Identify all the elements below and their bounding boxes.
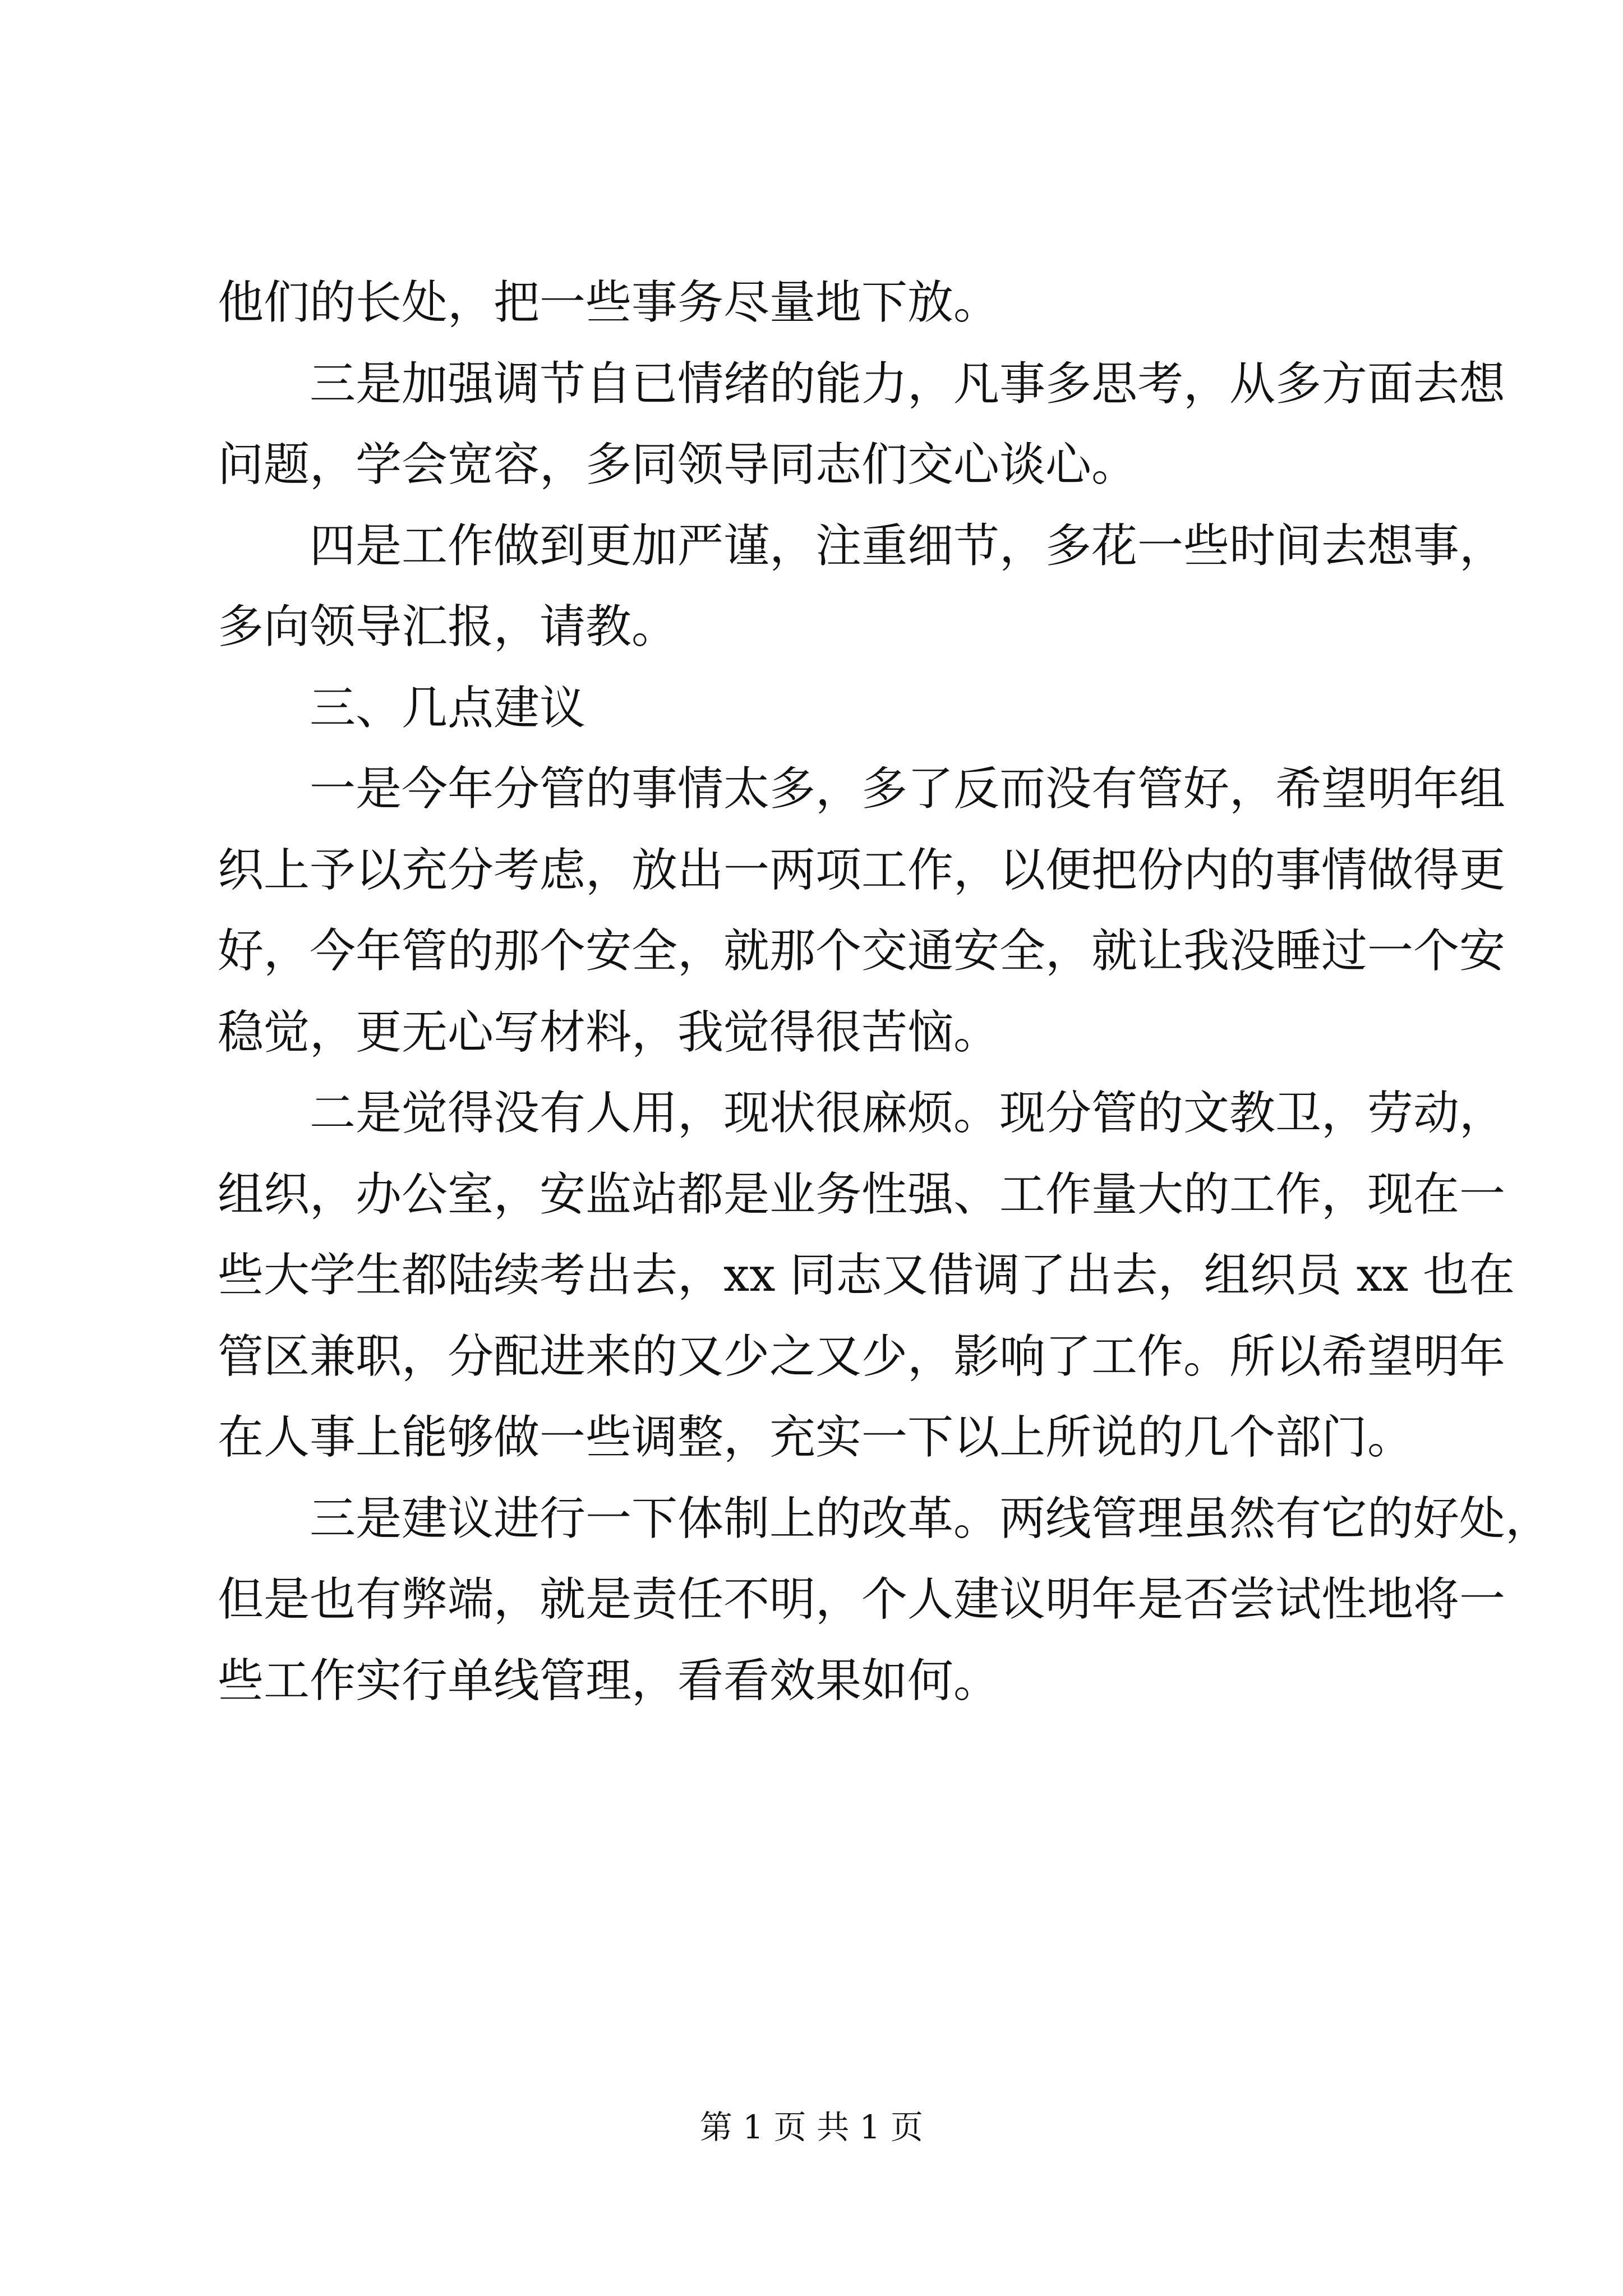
- document-body: [218, 263, 1552, 1722]
- paragraph-line: 三是建议进行一下体制上的改革。两线管理虽然有它的好处，: [310, 1492, 1552, 1545]
- paragraph-line: 好，今年管的那个安全，就那个交通安全，就让我没睡过一个安: [218, 924, 1506, 978]
- paragraph-line: 织上予以充分考虑，放出一两项工作，以便把份内的事情做得更: [218, 843, 1506, 897]
- paragraph-line: 稳觉，更无心写材料，我觉得很苦恼。: [218, 1005, 1000, 1059]
- paragraph-line: 多向领导汇报，请教。: [218, 600, 678, 654]
- paragraph-line: 他们的长处，把一些事务尽量地下放。: [218, 276, 1000, 329]
- paragraph-line: 三是加强调节自已情绪的能力，凡事多思考，从多方面去想: [310, 357, 1506, 411]
- page-number-footer: 第 1 页 共 1 页: [700, 2108, 923, 2146]
- paragraph-line: 组织，办公室，安监站都是业务性强、工作量大的工作，现在一: [218, 1167, 1506, 1221]
- paragraph-line: 管区兼职，分配进来的又少之又少，影响了工作。所以希望明年: [218, 1329, 1506, 1383]
- paragraph-line: 在人事上能够做一些调整，充实一下以上所说的几个部门。: [218, 1411, 1414, 1464]
- section-heading: 三、几点建议: [310, 681, 586, 735]
- paragraph-line: 但是也有弊端，就是责任不明，个人建议明年是否尝试性地将一: [218, 1573, 1506, 1626]
- paragraph-line: 一是今年分管的事情太多，多了反而没有管好，希望明年组: [310, 762, 1506, 816]
- paragraph-line: 些工作实行单线管理，看看效果如何。: [218, 1654, 1000, 1708]
- paragraph-line: 些大学生都陆续考出去，xx 同志又借调了出去，组织员 xx 也在: [218, 1249, 1515, 1302]
- paragraph-line: 四是工作做到更加严谨，注重细节，多花一些时间去想事，: [310, 519, 1506, 573]
- paragraph-line: 二是觉得没有人用，现状很麻烦。现分管的文教卫，劳动，: [310, 1087, 1506, 1140]
- paragraph-line: 问题，学会宽容，多同领导同志们交心谈心。: [218, 438, 1138, 491]
